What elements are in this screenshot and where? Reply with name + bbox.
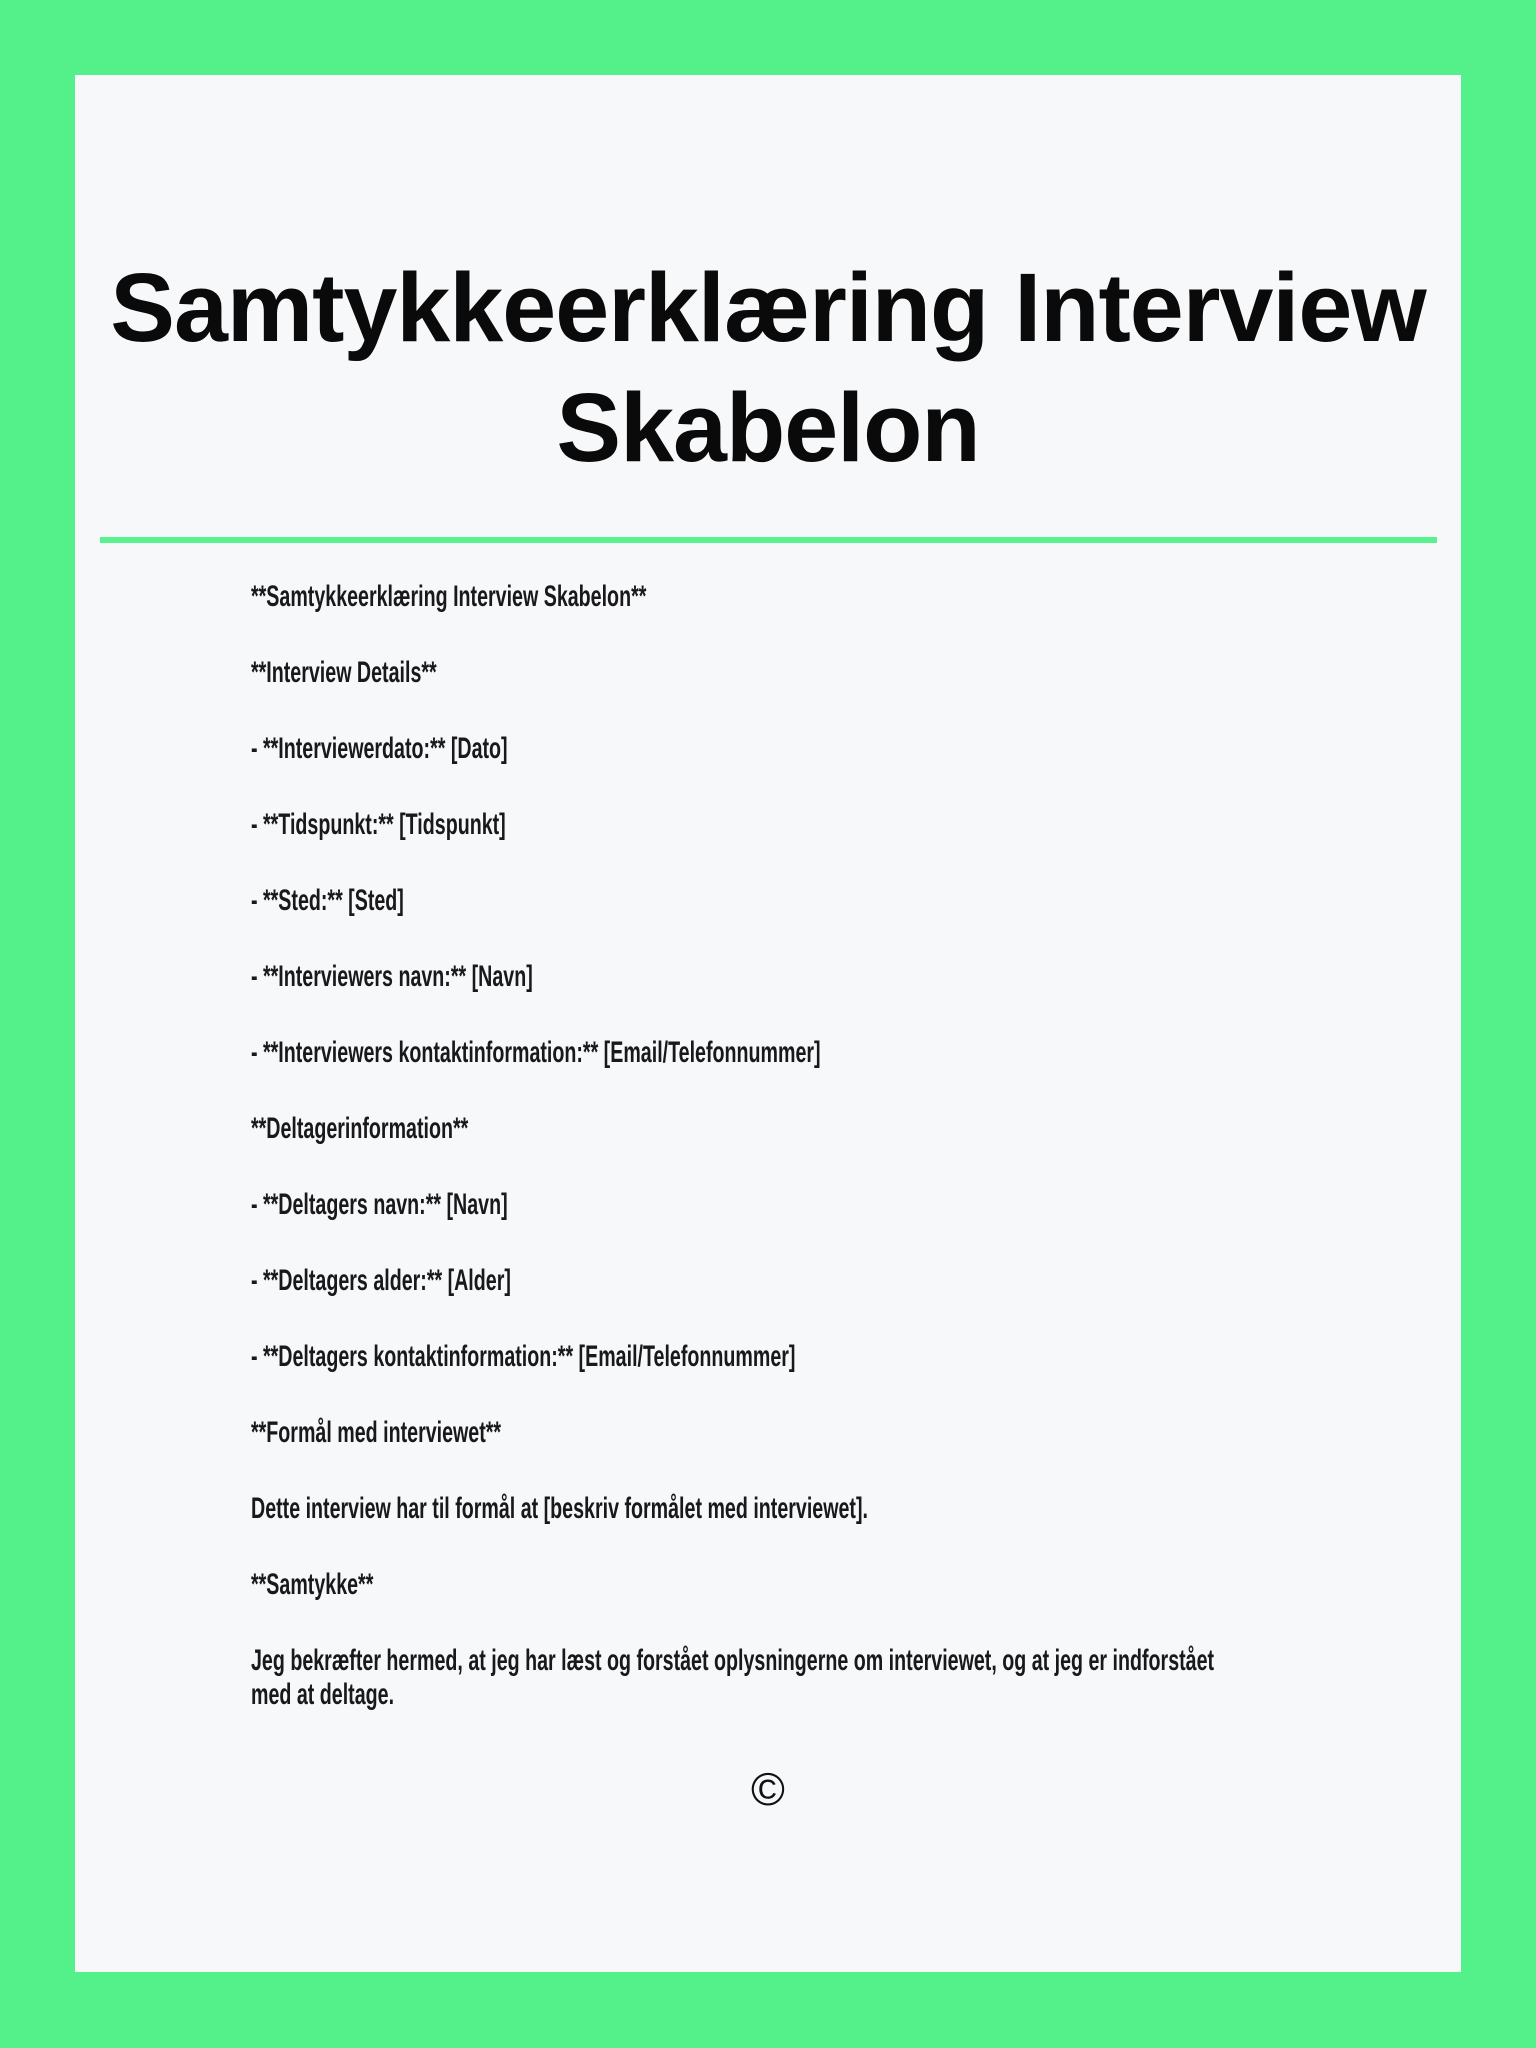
- doc-paragraph: **Deltagerinformation**: [251, 1112, 469, 1145]
- doc-paragraph: - **Deltagers navn:** [Navn]: [251, 1188, 508, 1221]
- doc-paragraph: **Formål med interviewet**: [251, 1416, 502, 1449]
- doc-paragraph: Dette interview har til formål at [beskriv formålet med interviewet].: [251, 1492, 868, 1525]
- document-body: [251, 580, 1227, 1712]
- doc-paragraph: - **Tidspunkt:** [Tidspunkt]: [251, 808, 506, 841]
- doc-paragraph: - **Deltagers alder:** [Alder]: [251, 1264, 511, 1297]
- title-divider-rule: [100, 537, 1437, 543]
- copyright-icon: ©: [751, 1763, 785, 1815]
- doc-paragraph: - **Interviewers navn:** [Navn]: [251, 960, 533, 993]
- doc-paragraph: - **Deltagers kontaktinformation:** [Email/Telefonnummer]: [251, 1340, 796, 1373]
- page-title-line-2: Skabelon: [556, 373, 980, 482]
- doc-paragraph: **Samtykkeerklæring Interview Skabelon**: [251, 580, 647, 613]
- document-page: [75, 75, 1461, 1972]
- doc-paragraph: - **Interviewerdato:** [Dato]: [251, 732, 508, 765]
- doc-paragraph: **Samtykke**: [251, 1568, 374, 1601]
- doc-paragraph: - **Sted:** [Sted]: [251, 884, 404, 917]
- doc-paragraph: Jeg bekræfter hermed, at jeg har læst og forstået oplysningerne om interviewet, og at jeg er indforstået med at deltage.: [251, 1644, 1215, 1711]
- doc-paragraph: **Interview Details**: [251, 656, 437, 689]
- doc-paragraph: - **Interviewers kontaktinformation:** [Email/Telefonnummer]: [251, 1036, 821, 1069]
- page-title: [75, 248, 1461, 488]
- page-title-line-1: Samtykkeerklæring Interview: [110, 253, 1426, 362]
